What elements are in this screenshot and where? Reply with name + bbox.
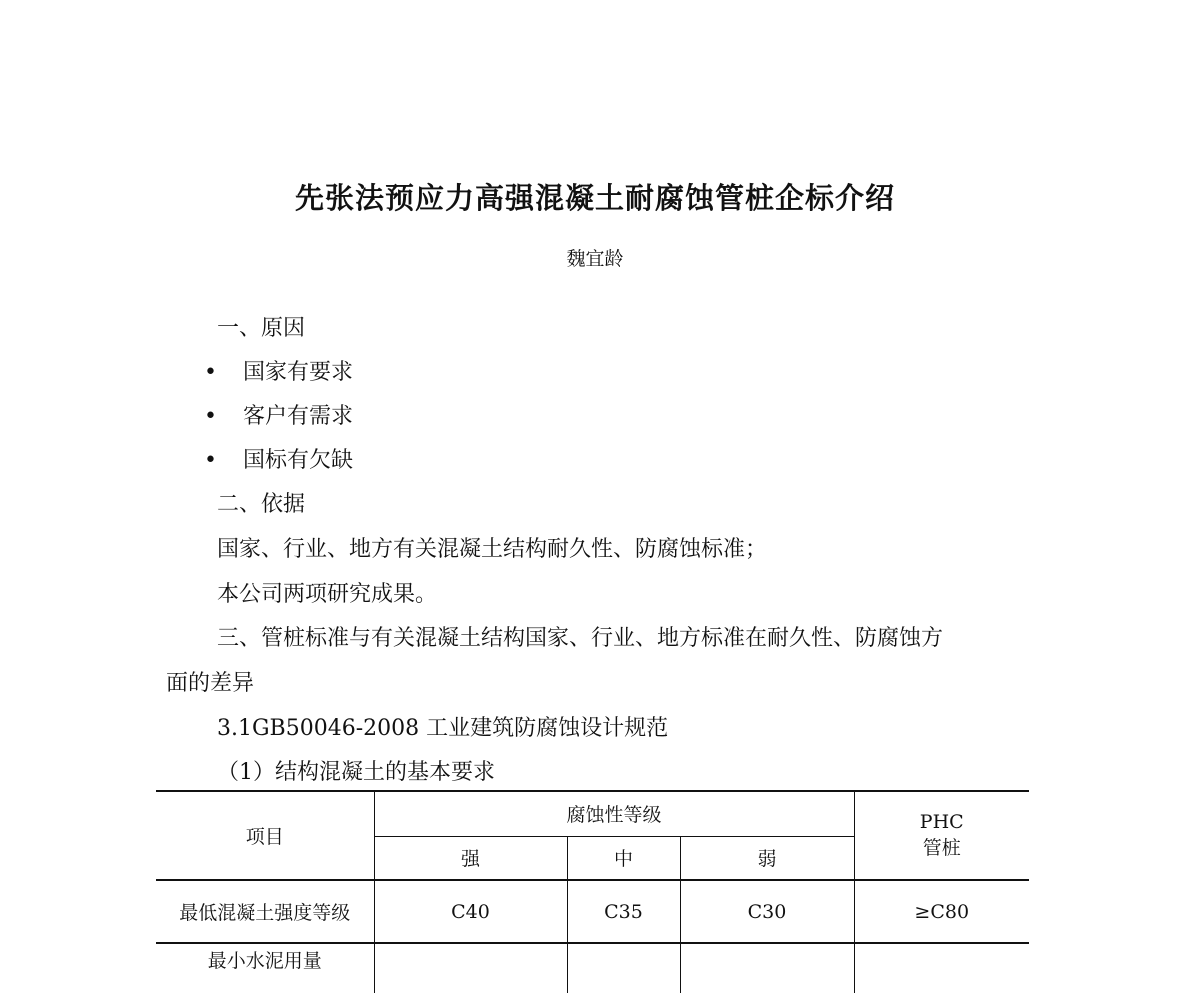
- header-item: 项目: [156, 791, 374, 880]
- header-phc-pile: [854, 791, 1029, 880]
- cell-empty: [854, 943, 1029, 993]
- bullet-dot-2: •: [204, 404, 217, 429]
- cell-empty: [374, 943, 567, 993]
- table-row: [156, 880, 1029, 943]
- bullet-item-3: 国标有欠缺: [243, 448, 354, 473]
- cell-medium-strength: C35: [567, 880, 680, 943]
- row-label-min-strength: 最低混凝土强度等级: [156, 880, 374, 943]
- cell-empty: [567, 943, 680, 993]
- cell-empty: [680, 943, 854, 993]
- section-2-heading: 二、依据: [217, 492, 306, 517]
- section-1-heading: 一、原因: [217, 316, 306, 341]
- header-medium: 中: [567, 836, 680, 880]
- author-name: 魏宜龄: [566, 248, 624, 270]
- cell-phc-strength: ≥C80: [854, 880, 1029, 943]
- header-strong: 强: [374, 836, 567, 880]
- bullet-dot-3: •: [204, 448, 217, 473]
- concrete-requirements-table: [156, 790, 1029, 993]
- document-title: 先张法预应力高强混凝土耐腐蚀管桩企标介绍: [294, 181, 895, 215]
- cell-weak-strength: C30: [680, 880, 854, 943]
- header-weak: 弱: [680, 836, 854, 880]
- basis-paragraph-2: 本公司两项研究成果。: [217, 582, 438, 607]
- subsection-3-1-1-heading: （1）结构混凝土的基本要求: [217, 760, 495, 785]
- table-row: [156, 943, 1029, 993]
- bullet-item-2: 客户有需求: [243, 404, 354, 429]
- subsection-3-1-heading: 3.1GB50046-2008 工业建筑防腐蚀设计规范: [217, 716, 669, 741]
- bullet-dot-1: •: [204, 360, 217, 385]
- table-header-row-1: [156, 791, 1029, 836]
- cell-strong-strength: C40: [374, 880, 567, 943]
- section-3-heading-line-2: 面的差异: [166, 671, 255, 696]
- row-label-min-cement: 最小水泥用量: [207, 950, 322, 972]
- header-phc-line-2: 管桩: [922, 837, 961, 859]
- bullet-item-1: 国家有要求: [243, 360, 354, 385]
- header-phc-line-1: PHC: [919, 811, 964, 833]
- section-3-heading-line-1: 三、管桩标准与有关混凝土结构国家、行业、地方标准在耐久性、防腐蚀方: [217, 626, 944, 651]
- header-corrosion-grade: 腐蚀性等级: [374, 791, 854, 836]
- basis-paragraph-1: 国家、行业、地方有关混凝土结构耐久性、防腐蚀标准；: [217, 537, 768, 562]
